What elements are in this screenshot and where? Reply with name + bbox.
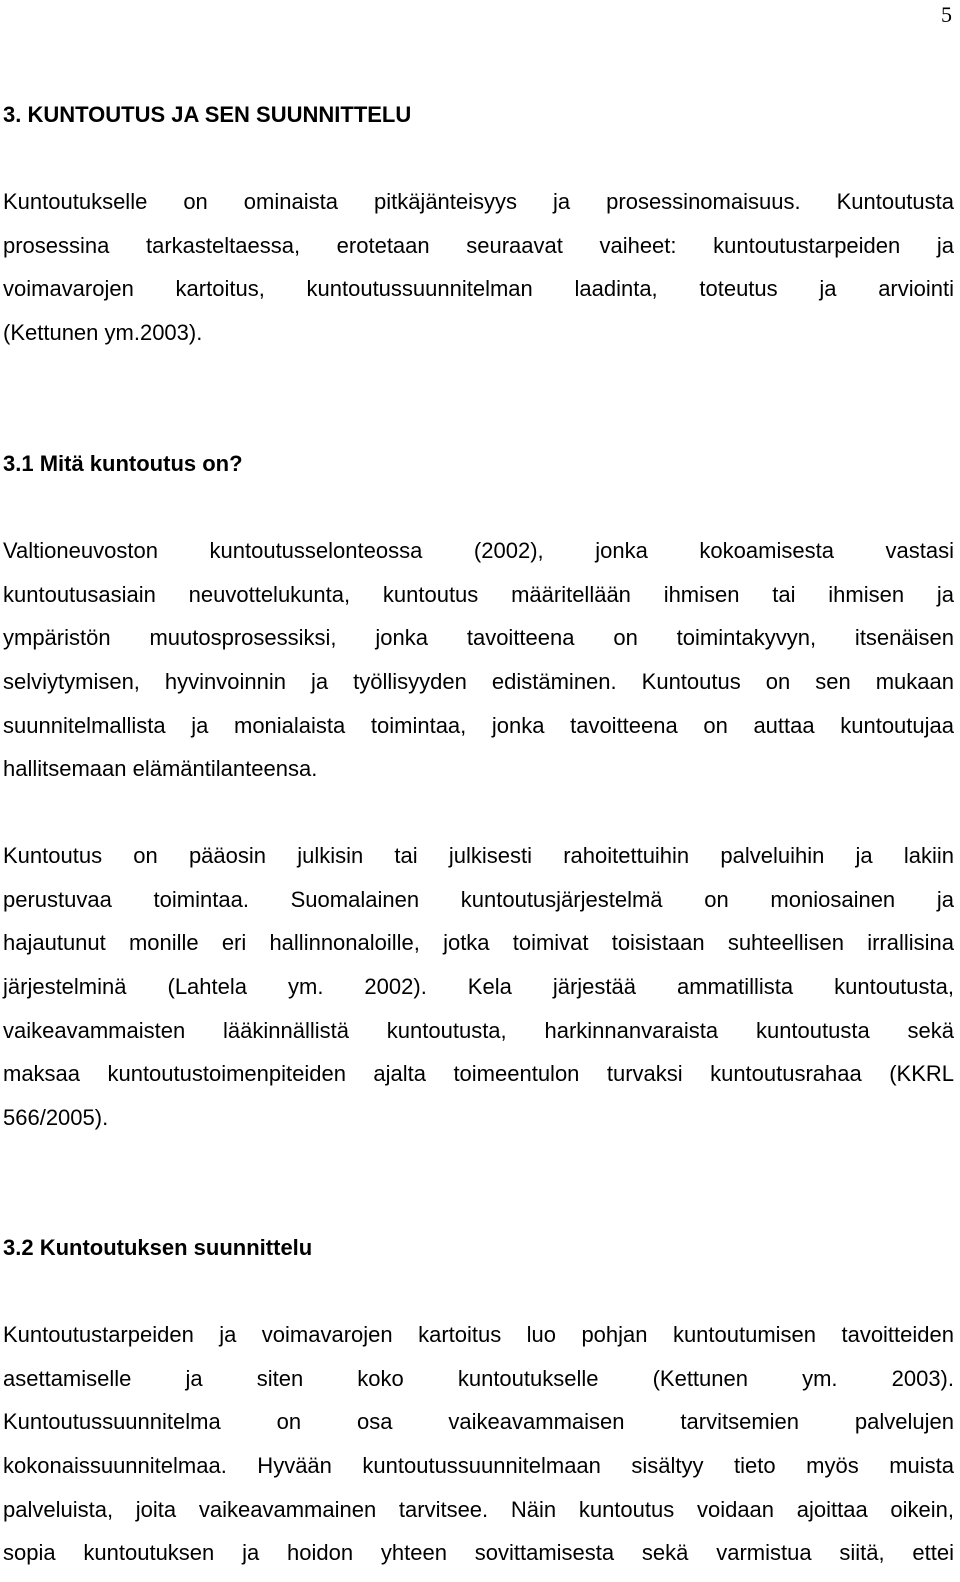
paragraph-line: järjestelminä (Lahtela ym. 2002). Kela järjestää ammatillista kuntoutusta, xyxy=(3,974,954,1000)
paragraph-line: asettamiselle ja siten koko kuntoutukselle (Kettunen ym. 2003). xyxy=(3,1365,954,1391)
paragraph-line: Kuntoutustarpeiden ja voimavarojen kartoitus luo pohjan kuntoutumisen tavoitteiden xyxy=(3,1322,954,1347)
paragraph-line: ympäristön muutosprosessiksi, jonka tavoitteena on toimintakyvyn, itsenäisen xyxy=(3,625,954,651)
section-3-paragraph xyxy=(3,187,954,362)
page-number: 5 xyxy=(941,2,952,27)
section-3-2-heading: 3.2 Kuntoutuksen suunnittelu xyxy=(3,1235,313,1260)
paragraph-line: palveluista, joita vaikeavammainen tarvitsee. Näin kuntoutus voidaan ajoittaa oikein, xyxy=(3,1496,954,1522)
paragraph-line: Valtioneuvoston kuntoutusselonteossa (2002), jonka kokoamisesta vastasi xyxy=(3,538,954,563)
paragraph-line: selviytymisen, hyvinvoinnin ja työllisyyden edistäminen. Kuntoutus on sen mukaan xyxy=(3,669,954,695)
paragraph-line: Kuntoutukselle on ominaista pitkäjänteisyys ja prosessinomaisuus. Kuntoutusta xyxy=(3,189,954,214)
paragraph-line: kokonaissuunnitelmaa. Hyvään kuntoutussuunnitelmaan sisältyy tieto myös muista xyxy=(3,1453,954,1479)
paragraph-line: maksaa kuntoutustoimenpiteiden ajalta toimeentulon turvaksi kuntoutusrahaa (KKRL xyxy=(3,1061,954,1087)
paragraph-line: perustuvaa toimintaa. Suomalainen kuntoutusjärjestelmä on moniosainen ja xyxy=(3,886,954,912)
section-3-1-paragraph-1 xyxy=(3,536,954,798)
section-3-1-paragraph-2 xyxy=(3,841,954,1147)
paragraph-line: prosessina tarkasteltaessa, erotetaan seuraavat vaiheet: kuntoutustarpeiden ja xyxy=(3,232,954,258)
paragraph-line: hajautunut monille eri hallinnonaloille, jotka toimivat toisistaan suhteellisen irrallisina xyxy=(3,930,954,956)
paragraph-line: Kuntoutussuunnitelma on osa vaikeavammaisen tarvitsemien palvelujen xyxy=(3,1409,954,1435)
paragraph-line: 566/2005). xyxy=(3,1105,109,1131)
paragraph-line: suunnitelmallista ja monialaista toimintaa, jonka tavoitteena on auttaa kuntoutujaa xyxy=(3,712,954,738)
section-3-1-heading: 3.1 Mitä kuntoutus on? xyxy=(3,451,243,476)
section-3-2-paragraph xyxy=(3,1320,954,1582)
paragraph-line: voimavarojen kartoitus, kuntoutussuunnitelman laadinta, toteutus ja arviointi xyxy=(3,276,954,302)
paragraph-line: sopia kuntoutuksen ja hoidon yhteen sovittamisesta sekä varmistua siitä, ettei xyxy=(3,1540,954,1566)
paragraph-line: (Kettunen ym.2003). xyxy=(3,320,203,346)
paragraph-line: hallitsemaan elämäntilanteensa. xyxy=(3,756,318,782)
paragraph-line: kuntoutusasiain neuvottelukunta, kuntoutus määritellään ihmisen tai ihmisen ja xyxy=(3,581,954,607)
paragraph-line: Kuntoutus on pääosin julkisin tai julkisesti rahoitettuihin palveluihin ja lakiin xyxy=(3,843,954,868)
paragraph-line: vaikeavammaisten lääkinnällistä kuntoutusta, harkinnanvaraista kuntoutusta sekä xyxy=(3,1017,954,1043)
section-3-heading: 3. KUNTOUTUS JA SEN SUUNNITTELU xyxy=(3,102,412,127)
